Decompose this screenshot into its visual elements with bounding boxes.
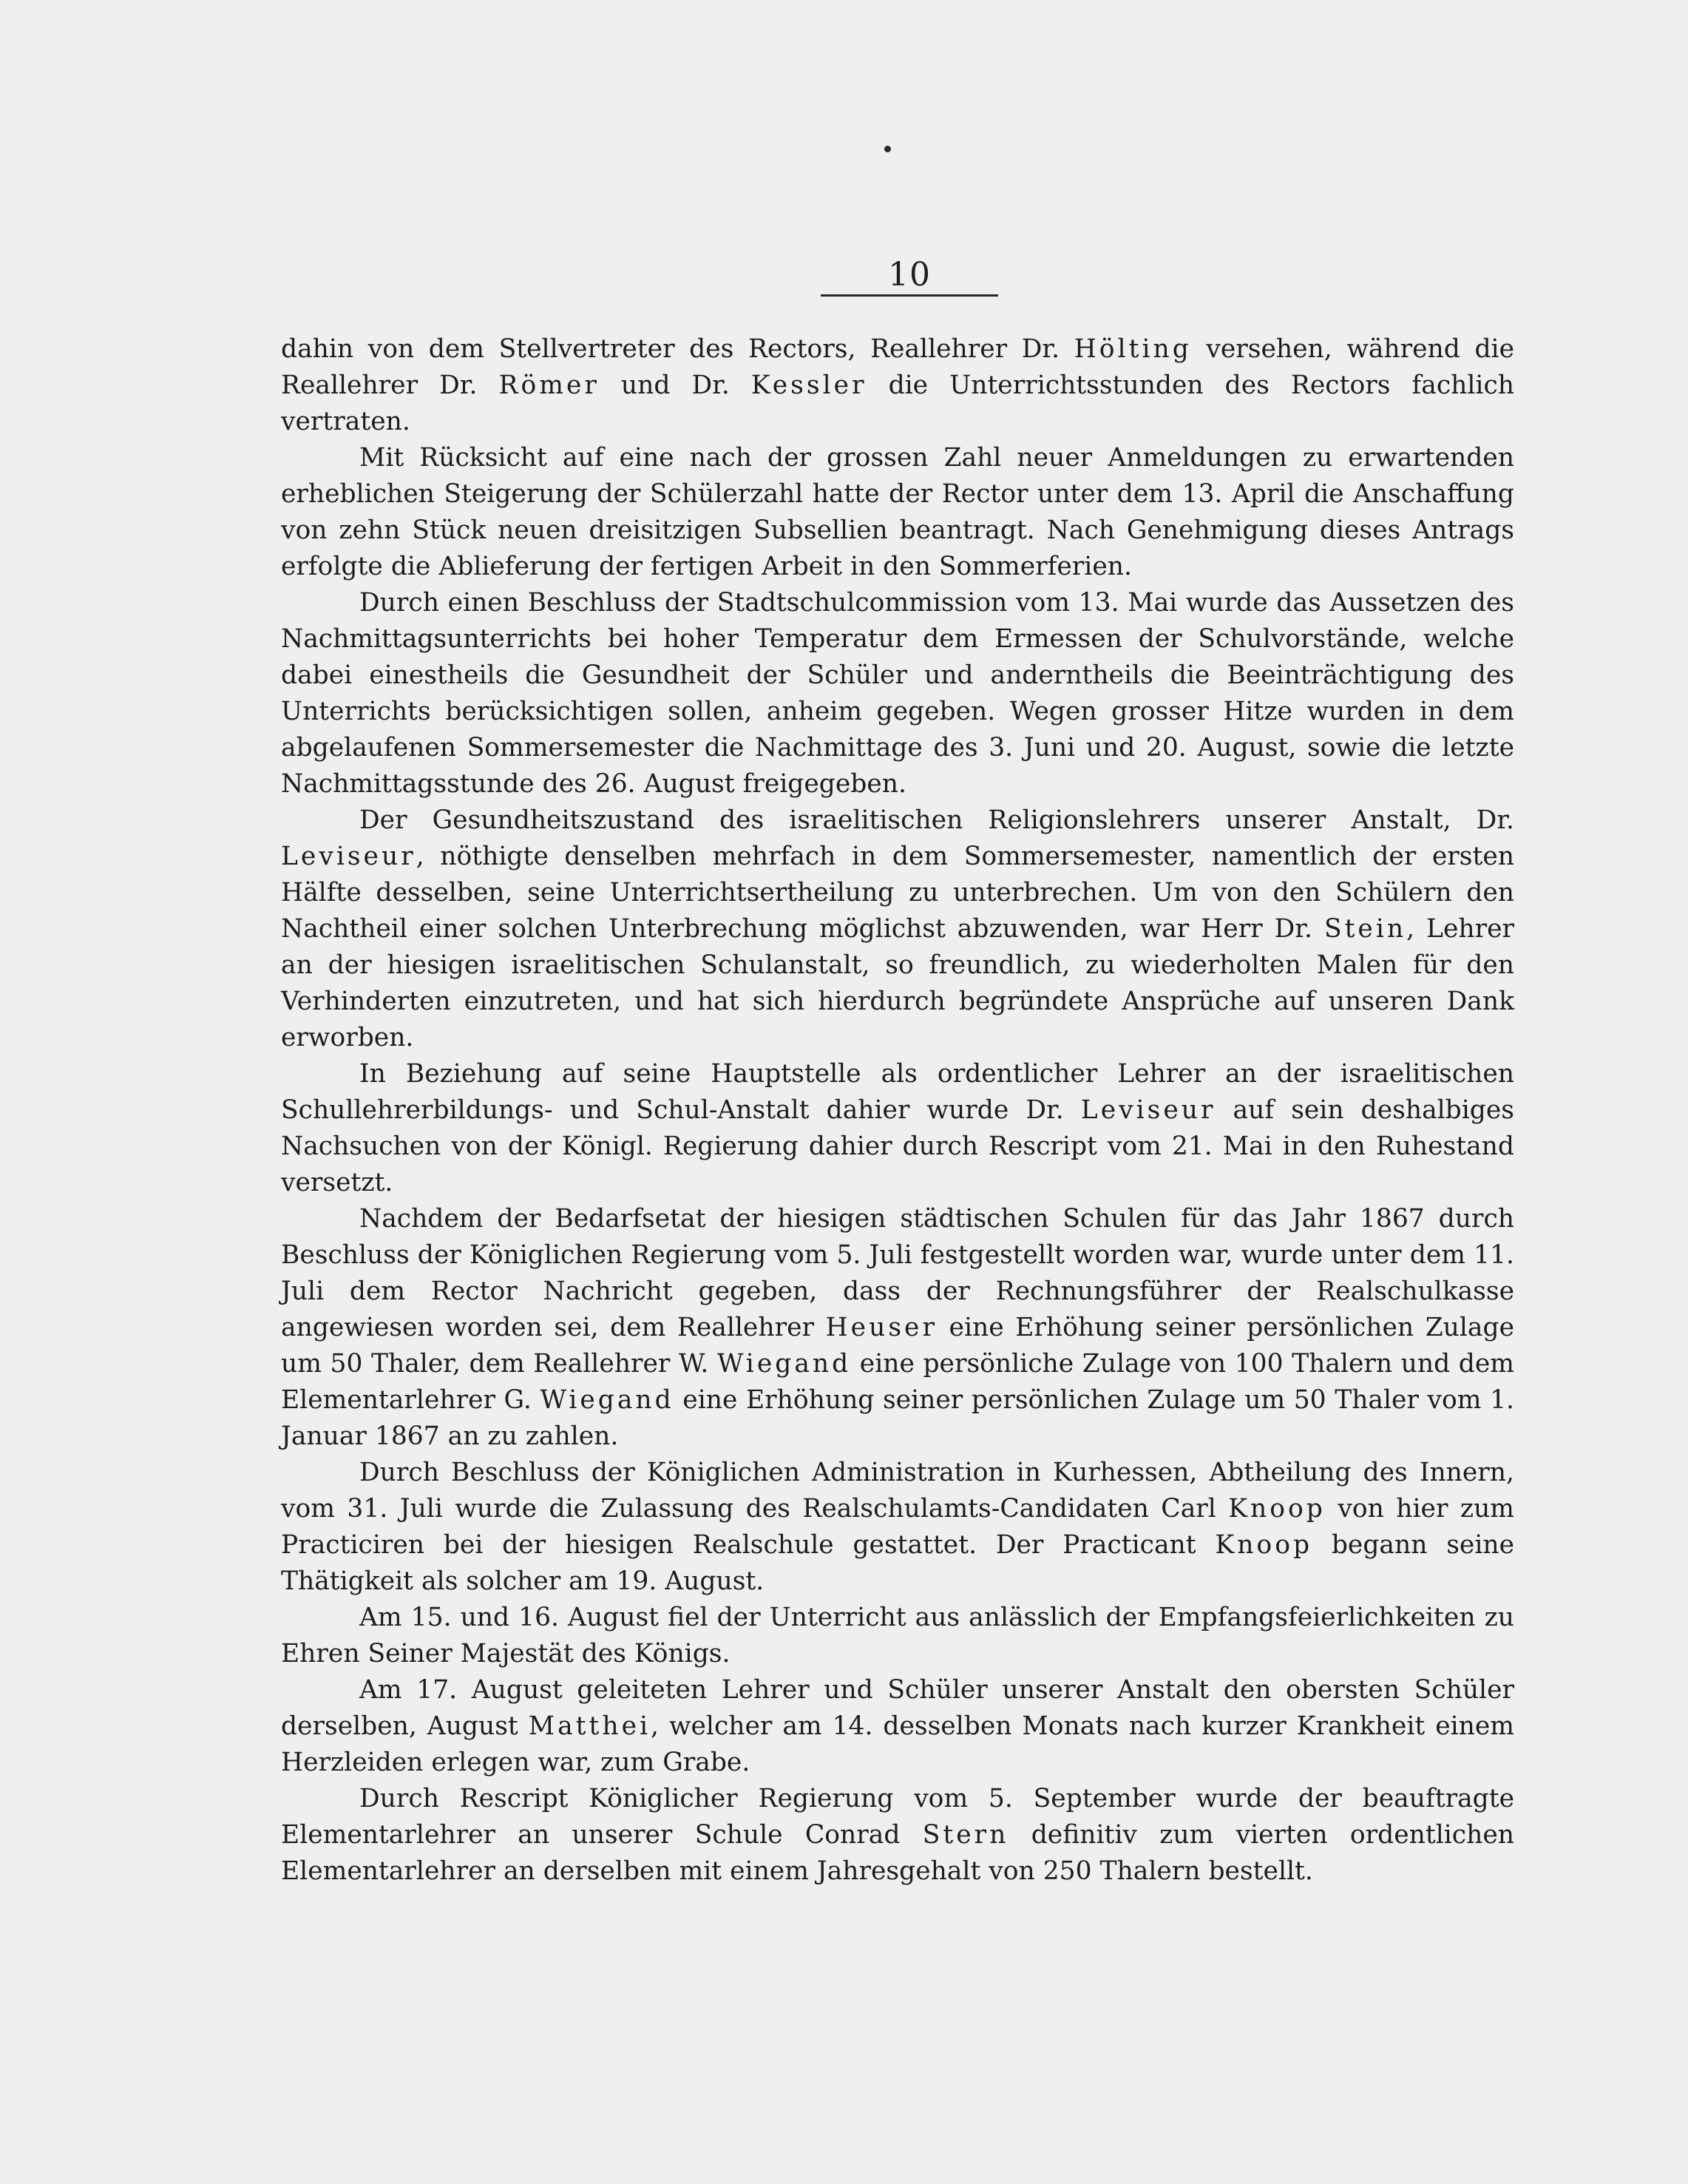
spaced-name: Knoop xyxy=(1215,1530,1313,1560)
spaced-name: Leviseur xyxy=(1080,1095,1216,1125)
text-run: , nöthigte denselben mehrfach in dem Sommersemester, namentlich der ersten Hälfte desselben, seine Unterrichtsertheilung zu unterbrechen. Um von den Schülern den Nachtheil einer solchen Unterbrechung möglichst abzuwenden, war Herr Dr. xyxy=(281,842,1514,944)
spaced-name: Kessler xyxy=(750,371,867,400)
text-run: Am 17. August geleiteten Lehrer und Schüler unserer Anstalt den obersten Schüler derselben, August xyxy=(281,1675,1514,1741)
paragraph xyxy=(281,1455,1514,1600)
paragraph xyxy=(281,585,1514,802)
text-run: eine Erhöhung seiner persönlichen Zulage um 50 Thaler vom 1. Januar 1867 an zu zahlen. xyxy=(281,1385,1514,1451)
spaced-name: Wiegand xyxy=(716,1349,852,1379)
text-run: definitiv zum vierten ordentlichen Elementarlehrer an derselben mit einem Jahresgehalt von 250 Thalern bestellt. xyxy=(281,1820,1514,1886)
paragraph xyxy=(281,1056,1514,1201)
text-run: von hier zum Practiciren bei der hiesigen Realschule gestattet. Der Practicant xyxy=(281,1494,1515,1560)
spaced-name: Leviseur xyxy=(281,842,416,871)
text-run: eine persönliche Zulage von 100 Thalern und dem Elementarlehrer G. xyxy=(281,1349,1514,1415)
text-run: Nachdem der Bedarfsetat der hiesigen städtischen Schulen für das Jahr 1867 durch Beschluss der Königlichen Regierung vom 5. Juli festgestellt worden war, wurde unter dem 11. Juli dem Rector Nachricht gegeben, dass der Rechnungsführer der Realschulkasse angewiesen worden sei, dem Reallehrer xyxy=(281,1204,1514,1342)
text-run: Durch einen Beschluss der Stadtschulcommission vom 13. Mai wurde das Aussetzen des Nachmittagsunterrichts bei hoher Temperatur dem Ermessen der Schulvorstände, welche dabei einestheils die Gesundheit der Schüler und anderntheils die Beeinträchtigung des Unterrichts berücksichtigen sollen, anheim gegeben. Wegen grosser Hitze wurden in dem abgelaufenen Sommersemester die Nachmittage des 3. Juni und 20. August, sowie die letzte Nachmittagsstunde des 26. August freigegeben. xyxy=(281,588,1514,799)
text-run: , welcher am 14. desselben Monats nach kurzer Krankheit einem Herzleiden erlegen war, zum Grabe. xyxy=(281,1711,1514,1777)
paragraph xyxy=(281,440,1514,585)
text-run: die Unterrichtsstunden des Rectors fachlich vertraten. xyxy=(281,371,1514,436)
spaced-name: Matthei xyxy=(528,1711,651,1741)
spaced-name: Heuser xyxy=(825,1313,938,1342)
spaced-name: Römer xyxy=(498,371,600,400)
paragraph xyxy=(281,331,1514,440)
spaced-name: Wiegand xyxy=(540,1385,674,1415)
body-text xyxy=(281,331,1514,1890)
spaced-name: Knoop xyxy=(1228,1494,1326,1524)
text-run: Durch Rescript Königlicher Regierung vom 5. September wurde der beauftragte Elementarlehrer an unserer Schule Conrad xyxy=(281,1784,1514,1850)
paragraph xyxy=(281,1600,1514,1672)
ink-speck xyxy=(884,146,891,152)
text-run: begann seine Thätigkeit als solcher am 19. August. xyxy=(281,1530,1515,1596)
paragraph xyxy=(281,1672,1514,1781)
text-run: auf sein deshalbiges Nachsuchen von der Königl. Regierung dahier durch Rescript vom 21. Mai in den Ruhestand versetzt. xyxy=(281,1095,1514,1197)
page-number: 10 xyxy=(888,256,931,294)
text-run: und Dr. xyxy=(599,371,751,400)
text-run: dahin von dem Stellvertreter des Rectors, Reallehrer Dr. xyxy=(281,334,1074,364)
text-run: versehen, während die Reallehrer Dr. xyxy=(281,334,1514,400)
spaced-name: Stern xyxy=(922,1820,1009,1850)
text-run: , Lehrer an der hiesigen israelitischen Schulanstalt, so freundlich, zu wiederholten Malen für den Verhinderten einzutreten, und hat sich hierdurch begründete Ansprüche auf unseren Dank erworben. xyxy=(281,914,1514,1052)
paragraph xyxy=(281,1201,1514,1455)
text-run: Durch Beschluss der Königlichen Administration in Kurhessen, Abtheilung des Innern, vom 31. Juli wurde die Zulassung des Realschulamts-Candidaten Carl xyxy=(281,1458,1514,1524)
paragraph xyxy=(281,1781,1514,1890)
text-run: Mit Rücksicht auf eine nach der grossen Zahl neuer Anmeldungen zu erwartenden erheblichen Steigerung der Schülerzahl hatte der Rector unter dem 13. April die Anschaffung von zehn Stück neuen dreisitzigen Subsellien beantragt. Nach Genehmigung dieses Antrags erfolgte die Ablieferung der fertigen Arbeit in den Sommerferien. xyxy=(281,443,1514,581)
spaced-name: Hölting xyxy=(1074,334,1192,364)
text-run: Am 15. und 16. August fiel der Unterricht aus anlässlich der Empfangsfeierlichkeiten zu Ehren Seiner Majestät des Königs. xyxy=(281,1603,1514,1669)
text-run: Der Gesundheitszustand des israelitischen Religionslehrers unserer Anstalt, Dr. xyxy=(359,805,1514,835)
spaced-name: Stein xyxy=(1323,914,1407,944)
paragraph xyxy=(281,802,1514,1056)
text-run: In Beziehung auf seine Hauptstelle als ordentlicher Lehrer an der israelitischen Schullehrerbildungs- und Schul-Anstalt dahier wurde Dr. xyxy=(281,1059,1514,1125)
text-run: eine Erhöhung seiner persönlichen Zulage um 50 Thaler, dem Reallehrer W. xyxy=(281,1313,1515,1379)
page-number-rule xyxy=(821,294,998,297)
